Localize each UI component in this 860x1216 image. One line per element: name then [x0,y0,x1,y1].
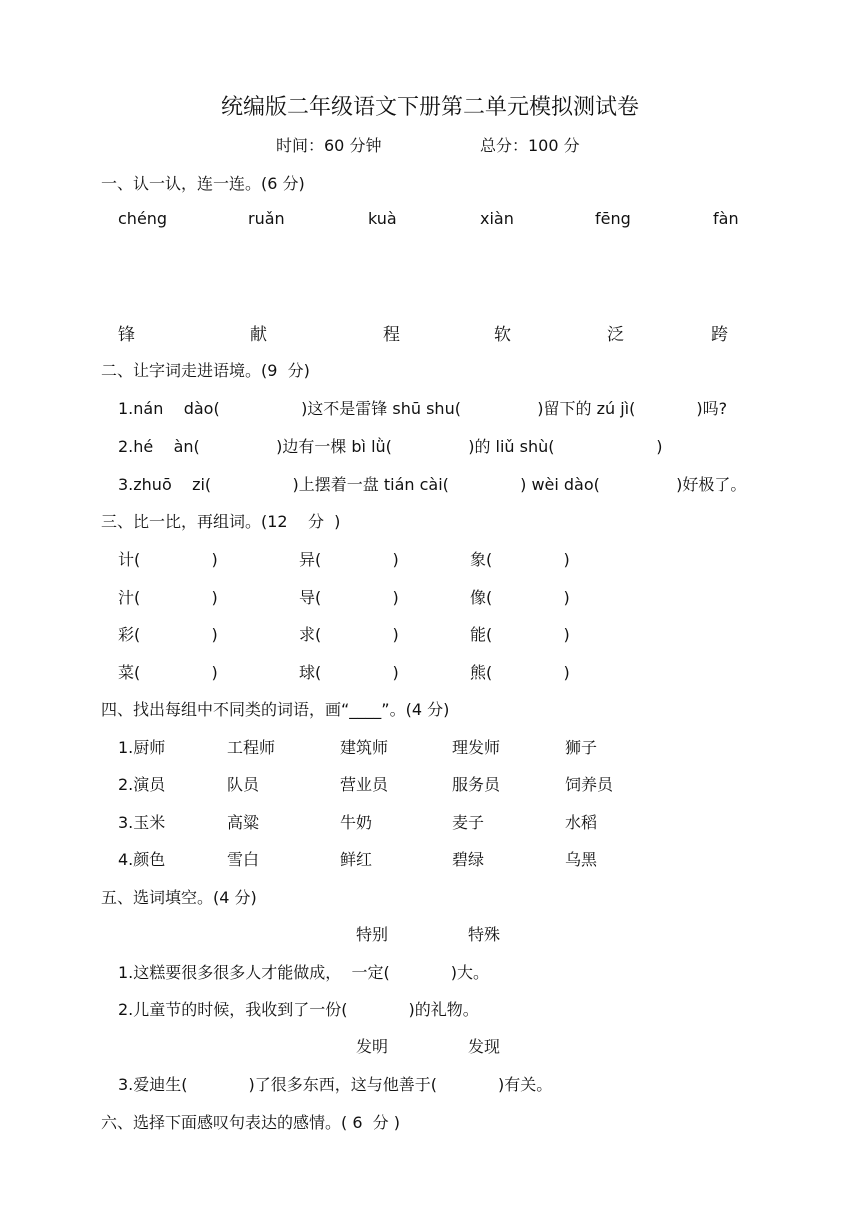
fill-blank-line: 2.hé àn( )边有一棵 bì lǜ( )的 liǔ shù( ) [118,437,663,456]
word-item: 理发师 [452,738,501,757]
choice-word: 特别 [356,925,389,944]
fill-blank-line: 3.爱迪生( )了很多东西，这与他善于( )有关。 [118,1075,553,1094]
section-1-heading: 一、认一认，连一连。(6 分) [101,174,305,193]
page-title: 统编版二年级语文下册第二单元模拟测试卷 [220,95,639,120]
character-item: 泛 [607,325,624,345]
fill-blank-line: 1.这糕要很多很多人才能做成， 一定( )大。 [118,963,489,982]
character-item: 献 [250,325,267,345]
section-4-heading: 四、找出每组中不同类的词语，画“____”。(4 分) [101,700,450,719]
word-group-item: 计( ) [118,550,218,569]
word-item: 狮子 [565,738,598,757]
word-item: 雪白 [227,850,260,869]
word-group-item: 导( ) [299,588,399,607]
word-group-item: 汁( ) [118,588,218,607]
word-item: 工程师 [227,738,276,757]
word-group-item: 能( ) [470,625,570,644]
word-item: 碧绿 [452,850,485,869]
character-item: 程 [383,325,400,345]
pinyin-item: kuà [368,209,397,228]
section-3-heading: 三、比一比，再组词。(12 分 ) [101,512,341,531]
choice-word: 发明 [356,1037,389,1056]
word-item: 鲜红 [340,850,373,869]
word-item: 1.厨师 [118,738,166,757]
pinyin-item: ruǎn [248,209,285,228]
word-group-item: 彩( ) [118,625,218,644]
pinyin-item: xiàn [480,209,514,228]
character-item: 跨 [711,325,728,345]
fill-blank-line: 2.儿童节的时候，我收到了一份( )的礼物。 [118,1000,479,1019]
word-item: 4.颜色 [118,850,166,869]
section-6-heading: 六、选择下面感叹句表达的感情。( 6 分 ) [101,1113,401,1132]
character-item: 锋 [118,325,135,345]
word-item: 营业员 [340,775,389,794]
word-item: 牛奶 [340,813,373,832]
word-item: 水稻 [565,813,598,832]
word-item: 3.玉米 [118,813,166,832]
pinyin-item: fàn [713,209,739,228]
word-item: 高粱 [227,813,260,832]
word-group-item: 求( ) [299,625,399,644]
word-group-item: 菜( ) [118,663,218,682]
choice-word: 特殊 [468,925,501,944]
word-group-item: 象( ) [470,550,570,569]
word-group-item: 球( ) [299,663,399,682]
word-item: 饲养员 [565,775,614,794]
word-item: 服务员 [452,775,501,794]
word-group-item: 异( ) [299,550,399,569]
word-item: 乌黑 [565,850,598,869]
word-group-item: 熊( ) [470,663,570,682]
fill-blank-line: 3.zhuō zi( )上摆着一盘 tián cài( ) wèi dào( )好极了。 [118,475,747,494]
section-2-heading: 二、让字词走进语境。(9 分) [101,361,310,380]
word-group-item: 像( ) [470,588,570,607]
word-item: 2.演员 [118,775,166,794]
section-5-heading: 五、选词填空。(4 分) [101,888,257,907]
word-item: 建筑师 [340,738,389,757]
pinyin-item: fēng [595,209,631,228]
word-item: 麦子 [452,813,485,832]
exam-total-score: 总分：100 分 [480,136,580,155]
fill-blank-line: 1.nán dào( )这不是雷锋 shū shu( )留下的 zú jì( )吗? [118,399,728,418]
choice-word: 发现 [468,1037,501,1056]
character-item: 软 [494,325,511,345]
word-item: 队员 [227,775,260,794]
pinyin-item: chéng [118,209,168,228]
exam-time: 时间：60 分钟 [276,136,382,155]
